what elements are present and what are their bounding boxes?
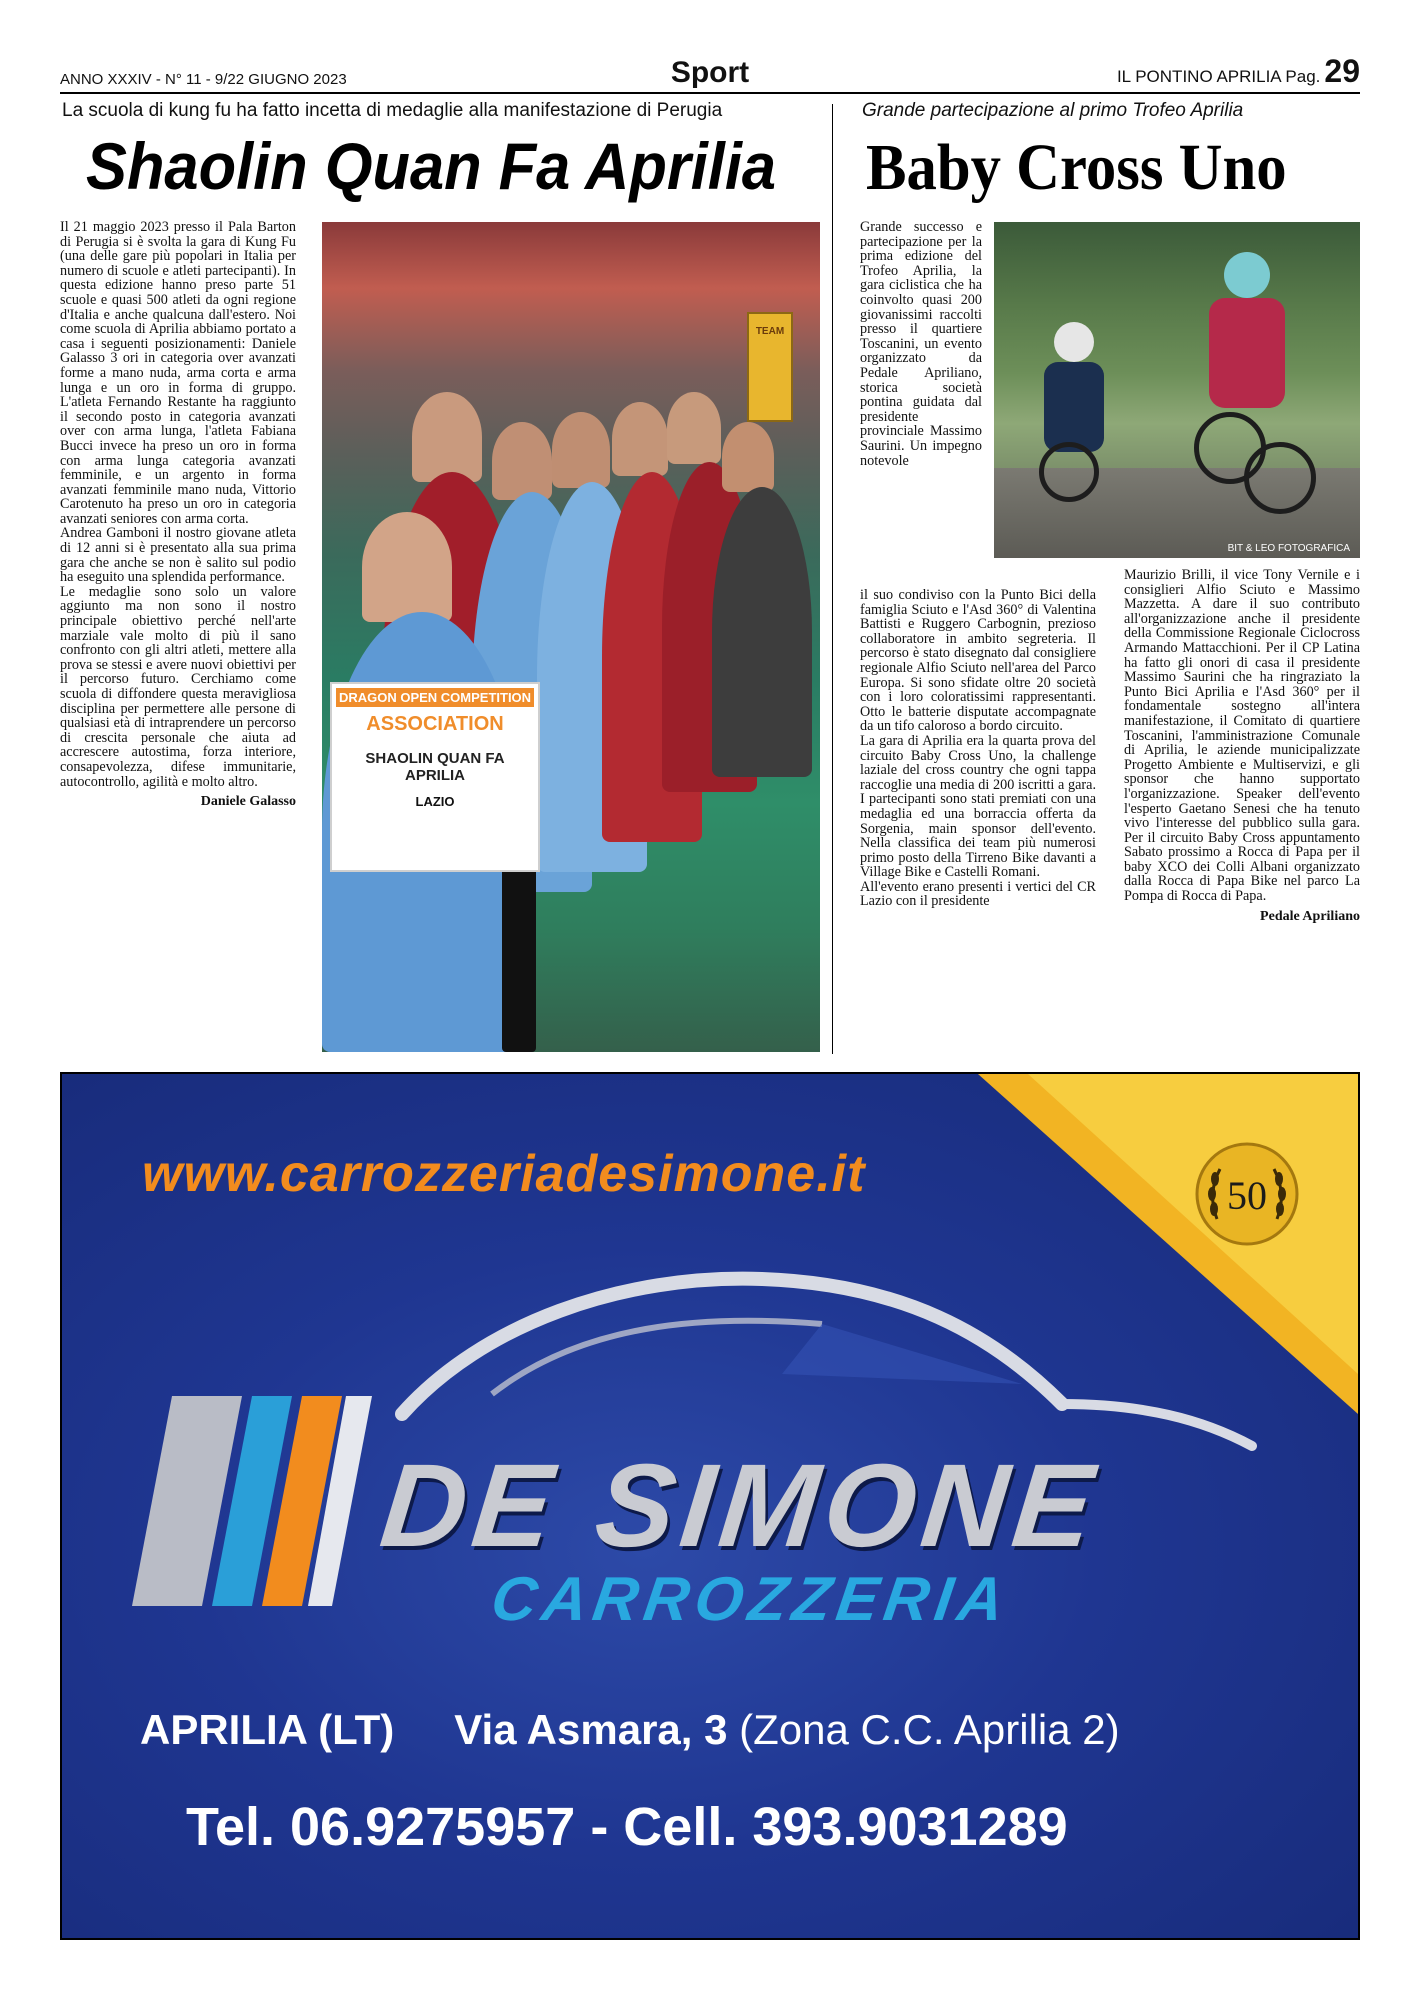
person-head <box>722 422 774 492</box>
right-article-right-column <box>1124 568 1360 924</box>
paragraph: Maurizio Brilli, il vice Tony Vernile e i consiglieri Alfio Sciuto e Massimo Mazzetta. A dare il suo contributo all'organizzazione anche il presidente della Commissione Regionale Ciclocross Armando Mattacchioni. Per il CP Latina ha fatto gli onori di casa il presidente Massimo Saurini che ha ringraziato la Punto Bici Aprilia e l'Asd 360° per il fondamentale sostegno all'intera manifestazione, il Comitato di quartiere Toscanini, l'amministrazione Comunale di Aprilia, le aziende municipalizzate Progetto Ambiente e Multiservizi, e gli sponsor che hanno supportato l'organizzazione. Speaker dell'evento l'esperto Gaetano Senesi che ha tenuto vivo l'interesse del pubblico sulla gara. Per il circuito Baby Cross appuntamento Sabato prossimo a Rocca di Papa per il baby XCO dei Colli Albani organizzato dalla Rocca di Papa Bike nel parco La Pompa di Rocca di Papa. <box>1124 567 1360 905</box>
brand-stripes-icon <box>132 1396 372 1606</box>
person-head <box>612 402 668 476</box>
right-article-kicker: Grande partecipazione al primo Trofeo Aprilia <box>862 100 1244 121</box>
paragraph: Le medaglie sono solo un valore aggiunto ma non sono il nostro principale obiettivo perché nell'arte marziale vale molto di più il sano confronto con gli altri atleti, mettere alla prova se stessi e avere nuovi obiettivi per il percorso futuro. Cerchiamo come scuola di diffondere questa meravigliosa disciplina per permettere alle persone di qualsiasi età di intraprendere un percorso di crescita personale che aiuta ad accrescere autostima, forza interiore, consapevolezza, difese immunitarie, autocontrollo, agilità e molto altro. <box>60 583 296 790</box>
right-article-intro: Grande successo e partecipazione per la prima edizione del Trofeo Aprilia, la gara ciclistica che ha coinvolto quasi 200 giovanissimi raccolti presso il quartiere Toscanini, un evento organizzato da Pedale Apriliano, storica società pontina guidata dal presidente provinciale Massimo Saurini. Un impegno notevole <box>860 219 982 469</box>
kungfu-team-photo <box>322 222 820 1052</box>
person-head <box>667 392 721 464</box>
paragraph: La gara di Aprilia era la quarta prova del circuito Baby Cross Uno, la challenge laziale del cross country che ogni tappa raccoglie una media di 200 iscritti a gara. I partecipanti sono stati premiati con una medaglia ed una borraccia offerta da Sorgenia, main sponsor dell'evento. Nella classifica dei team più numerosi primo posto della Tirreno Bike davanti a Village Bike e Castelli Romani. <box>860 732 1096 881</box>
carrozzeria-advertisement <box>60 1072 1360 1940</box>
issue-info: ANNO XXXIV - N° 11 - 9/22 GIUGNO 2023 <box>60 71 347 88</box>
left-article-title: Shaolin Quan Fa Aprilia <box>86 129 777 203</box>
left-article-body <box>60 220 296 810</box>
person-black <box>712 487 812 777</box>
team-banner: TEAM <box>747 312 793 422</box>
person-head <box>492 422 552 500</box>
person-head <box>412 392 482 482</box>
brand-subtitle: CARROZZERIA <box>487 1565 1015 1634</box>
ad-phone[interactable]: Tel. 06.9275957 - Cell. 393.9031289 <box>186 1797 1068 1857</box>
ad-website[interactable]: www.carrozzeriadesimone.it <box>142 1145 866 1203</box>
ad-zone: (Zona C.C. Aprilia 2) <box>739 1706 1120 1753</box>
right-article-author: Pedale Apriliano <box>1260 908 1360 924</box>
paragraph: Andrea Gamboni il nostro giovane atleta di 12 anni si è presentato alla sua prima gara che anche se non è salito sul podio ha eseguito una splendida performance. <box>60 525 296 586</box>
page-number: 29 <box>1324 53 1360 89</box>
ad-address <box>140 1706 1120 1754</box>
paragraph: All'evento erano presenti i vertici del CR Lazio con il presidente <box>860 878 1096 910</box>
rider-body <box>1209 298 1285 408</box>
column-divider <box>832 104 833 1054</box>
brand-name: DE SIMONE <box>375 1440 1106 1572</box>
paper-name: IL PONTINO APRILIA Pag. <box>1116 67 1321 86</box>
paragraph: Il 21 maggio 2023 presso il Pala Barton di Perugia si è svolta la gara di Kung Fu (una delle gare più popolari in Italia per numero di scuole e atleti partecipanti). In questa edizione hanno preso parte 51 scuole e quasi 500 atleti da ogni regione d'Italia e anche qualcuna dall'estero. Noi come scuola di Aprilia abbiamo portato a casa i seguenti posizionamenti: Daniele Galasso 3 ori in categoria over avanzati forme a mano nuda, arma corta e arma lunga e un oro in forma di gruppo. L'atleta Fernando Restante ha raggiunto il secondo posto in categoria avanzati over con arma lunga, l'atleta Fabiana Bucci invece ha preso un oro in forma con arma lunga categoria avanzati femminile, e un argento in forma avanzati femminile mano nuda, Vittorio Carotenuto ha preso un oro in categoria avanzati seniores con arma corta. <box>60 219 296 527</box>
child-head <box>362 512 452 622</box>
right-article-title: Baby Cross Uno <box>866 131 1287 204</box>
photo-credit: BIT & LEO FOTOGRAFICA <box>1227 543 1350 554</box>
left-article-kicker: La scuola di kung fu ha fatto incetta di medaglie alla manifestazione di Perugia <box>62 100 723 121</box>
bike-race-photo <box>994 222 1360 558</box>
page-header <box>60 53 1360 94</box>
school-sign-board: DRAGON OPEN COMPETITION ASSOCIATION SHAOLIN QUAN FA APRILIA LAZIO <box>330 682 540 872</box>
paragraph: il suo condiviso con la Punto Bici della famiglia Sciuto e l'Asd 360° di Valentina Battisti e Ruggero Carbognin, prezioso collaboratore in ambito segreteria. Il percorso è stato disegnato dal consigliere regionale Alfio Sciuto nell'area del Parco Europa. Si sono sfidate oltre 20 società con i loro coloratissimi rappresentanti. Otto le batterie disputate accompagnate da un tifo caloroso a bordo circuito. <box>860 587 1096 735</box>
ad-city: APRILIA (LT) <box>140 1706 395 1753</box>
bike-wheel <box>1039 442 1099 502</box>
rider-body <box>1044 362 1104 452</box>
rider-helmet <box>1054 322 1094 362</box>
left-article-author: Daniele Galasso <box>200 794 296 810</box>
paper-info <box>1117 53 1360 90</box>
anniversary-number: 50 <box>1227 1173 1267 1218</box>
person-head <box>552 412 610 488</box>
ad-street: Via Asmara, 3 <box>454 1706 728 1753</box>
rider-helmet <box>1224 252 1270 298</box>
bike-wheel <box>1244 442 1316 514</box>
section-title: Sport <box>670 56 750 89</box>
right-article-middle-column <box>860 588 1096 909</box>
